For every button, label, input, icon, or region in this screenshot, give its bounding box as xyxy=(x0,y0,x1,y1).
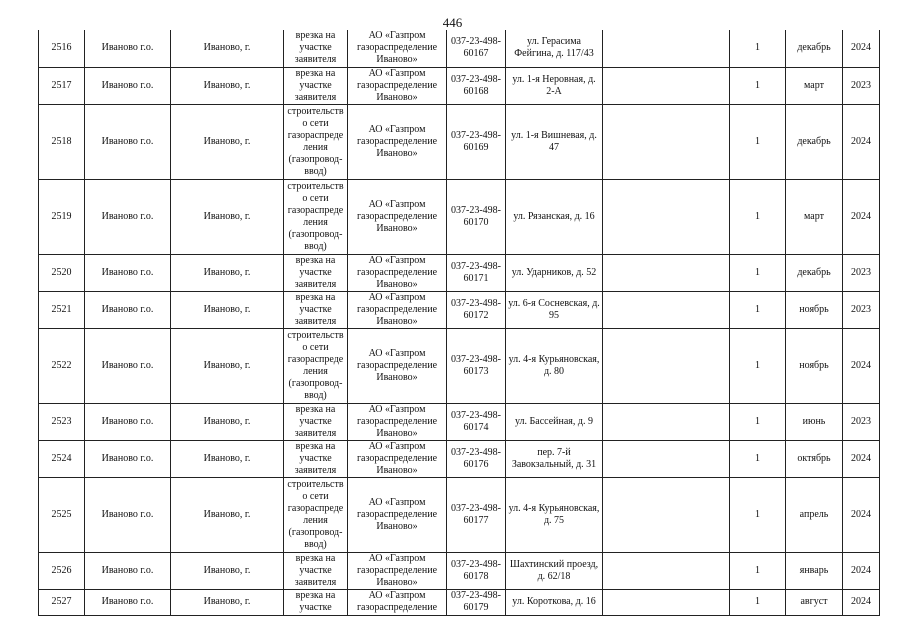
empty-cell xyxy=(603,328,730,403)
address-cell: ул. Герасима Фейгина, д. 117/43 xyxy=(506,30,603,67)
work-type-cell: строительство сети газораспределения (газопровод-ввод) xyxy=(284,179,348,254)
address-cell: пер. 7-й Завокзальный, д. 31 xyxy=(506,440,603,477)
work-type-cell: строительство сети газораспределения (газопровод-ввод) xyxy=(284,328,348,403)
quantity-cell: 1 xyxy=(730,67,786,104)
application-code-cell: 037-23-498-60168 xyxy=(447,67,506,104)
row-number: 2527 xyxy=(39,589,85,615)
district-cell: Иваново г.о. xyxy=(85,291,171,328)
row-number: 2516 xyxy=(39,30,85,67)
empty-cell xyxy=(603,291,730,328)
work-type-cell: строительство сети газораспределения (газопровод-ввод) xyxy=(284,104,348,179)
district-cell: Иваново г.о. xyxy=(85,403,171,440)
settlement-cell: Иваново, г. xyxy=(171,328,284,403)
month-cell: ноябрь xyxy=(786,291,843,328)
work-type-cell: врезка на участке заявителя xyxy=(284,552,348,589)
organization-cell: АО «Газпром газораспределение Иваново» xyxy=(348,440,447,477)
address-cell: ул. 6-я Сосневская, д. 95 xyxy=(506,291,603,328)
district-cell: Иваново г.о. xyxy=(85,328,171,403)
work-type-cell: врезка на участке заявителя xyxy=(284,67,348,104)
settlement-cell: Иваново, г. xyxy=(171,67,284,104)
year-cell: 2024 xyxy=(843,328,880,403)
empty-cell xyxy=(603,552,730,589)
empty-cell xyxy=(603,104,730,179)
table-row xyxy=(39,440,880,477)
month-cell: октябрь xyxy=(786,440,843,477)
work-type-cell: строительство сети газораспределения (газопровод-ввод) xyxy=(284,477,348,552)
month-cell: июнь xyxy=(786,403,843,440)
quantity-cell: 1 xyxy=(730,552,786,589)
table-row xyxy=(39,328,880,403)
table-row xyxy=(39,552,880,589)
quantity-cell: 1 xyxy=(730,328,786,403)
settlement-cell: Иваново, г. xyxy=(171,291,284,328)
year-cell: 2023 xyxy=(843,254,880,291)
settlement-cell: Иваново, г. xyxy=(171,104,284,179)
table-row xyxy=(39,30,880,67)
empty-cell xyxy=(603,440,730,477)
organization-cell: АО «Газпром газораспределение Иваново» xyxy=(348,403,447,440)
address-cell: Шахтинский проезд, д. 62/18 xyxy=(506,552,603,589)
page-number: 446 xyxy=(442,15,463,30)
application-code-cell: 037-23-498-60171 xyxy=(447,254,506,291)
table-row xyxy=(39,67,880,104)
quantity-cell: 1 xyxy=(730,477,786,552)
quantity-cell: 1 xyxy=(730,179,786,254)
quantity-cell: 1 xyxy=(730,589,786,615)
month-cell: декабрь xyxy=(786,254,843,291)
quantity-cell: 1 xyxy=(730,30,786,67)
year-cell: 2024 xyxy=(843,477,880,552)
work-type-cell: врезка на участке заявителя xyxy=(284,291,348,328)
work-type-cell: врезка на участке заявителя xyxy=(284,403,348,440)
empty-cell xyxy=(603,30,730,67)
table-row xyxy=(39,589,880,615)
work-type-cell: врезка на участке заявителя xyxy=(284,440,348,477)
month-cell: ноябрь xyxy=(786,328,843,403)
address-cell: ул. 4-я Курьяновская, д. 80 xyxy=(506,328,603,403)
district-cell: Иваново г.о. xyxy=(85,440,171,477)
address-cell: ул. 1-я Неровная, д. 2-А xyxy=(506,67,603,104)
quantity-cell: 1 xyxy=(730,254,786,291)
district-cell: Иваново г.о. xyxy=(85,67,171,104)
table-row xyxy=(39,403,880,440)
address-cell: ул. Короткова, д. 16 xyxy=(506,589,603,615)
row-number: 2517 xyxy=(39,67,85,104)
application-code-cell: 037-23-498-60179 xyxy=(447,589,506,615)
empty-cell xyxy=(603,477,730,552)
organization-cell: АО «Газпром газораспределение Иваново» xyxy=(348,328,447,403)
organization-cell: АО «Газпром газораспределение Иваново» xyxy=(348,477,447,552)
quantity-cell: 1 xyxy=(730,440,786,477)
work-type-cell: врезка на участке заявителя xyxy=(284,254,348,291)
district-cell: Иваново г.о. xyxy=(85,477,171,552)
address-cell: ул. 4-я Курьяновская, д. 75 xyxy=(506,477,603,552)
district-cell: Иваново г.о. xyxy=(85,254,171,291)
application-code-cell: 037-23-498-60167 xyxy=(447,30,506,67)
organization-cell: АО «Газпром газораспределение Иваново» xyxy=(348,179,447,254)
address-cell: ул. Бассейная, д. 9 xyxy=(506,403,603,440)
empty-cell xyxy=(603,179,730,254)
settlement-cell: Иваново, г. xyxy=(171,30,284,67)
organization-cell: АО «Газпром газораспределение Иваново» xyxy=(348,291,447,328)
application-code-cell: 037-23-498-60177 xyxy=(447,477,506,552)
settlement-cell: Иваново, г. xyxy=(171,440,284,477)
month-cell: март xyxy=(786,179,843,254)
table-row xyxy=(39,477,880,552)
year-cell: 2024 xyxy=(843,179,880,254)
year-cell: 2024 xyxy=(843,30,880,67)
month-cell: март xyxy=(786,67,843,104)
settlement-cell: Иваново, г. xyxy=(171,477,284,552)
district-cell: Иваново г.о. xyxy=(85,104,171,179)
organization-cell: АО «Газпром газораспределение Иваново» xyxy=(348,67,447,104)
district-cell: Иваново г.о. xyxy=(85,30,171,67)
address-cell: ул. Ударников, д. 52 xyxy=(506,254,603,291)
settlement-cell: Иваново, г. xyxy=(171,589,284,615)
quantity-cell: 1 xyxy=(730,291,786,328)
district-cell: Иваново г.о. xyxy=(85,552,171,589)
year-cell: 2023 xyxy=(843,403,880,440)
row-number: 2525 xyxy=(39,477,85,552)
row-number: 2519 xyxy=(39,179,85,254)
month-cell: август xyxy=(786,589,843,615)
quantity-cell: 1 xyxy=(730,104,786,179)
row-number: 2522 xyxy=(39,328,85,403)
district-cell: Иваново г.о. xyxy=(85,179,171,254)
row-number: 2521 xyxy=(39,291,85,328)
work-type-cell: врезка на участке xyxy=(284,589,348,615)
application-code-cell: 037-23-498-60172 xyxy=(447,291,506,328)
settlement-cell: Иваново, г. xyxy=(171,403,284,440)
row-number: 2526 xyxy=(39,552,85,589)
application-code-cell: 037-23-498-60169 xyxy=(447,104,506,179)
organization-cell: АО «Газпром газораспределение Иваново» xyxy=(348,254,447,291)
empty-cell xyxy=(603,67,730,104)
month-cell: декабрь xyxy=(786,104,843,179)
table-row xyxy=(39,291,880,328)
organization-cell: АО «Газпром газораспределение Иваново» xyxy=(348,30,447,67)
address-cell: ул. 1-я Вишневая, д. 47 xyxy=(506,104,603,179)
empty-cell xyxy=(603,254,730,291)
settlement-cell: Иваново, г. xyxy=(171,254,284,291)
register-table xyxy=(38,30,880,616)
row-number: 2524 xyxy=(39,440,85,477)
row-number: 2518 xyxy=(39,104,85,179)
application-code-cell: 037-23-498-60178 xyxy=(447,552,506,589)
month-cell: апрель xyxy=(786,477,843,552)
application-code-cell: 037-23-498-60173 xyxy=(447,328,506,403)
table-row xyxy=(39,254,880,291)
year-cell: 2023 xyxy=(843,67,880,104)
year-cell: 2024 xyxy=(843,589,880,615)
quantity-cell: 1 xyxy=(730,403,786,440)
year-cell: 2023 xyxy=(843,291,880,328)
month-cell: январь xyxy=(786,552,843,589)
settlement-cell: Иваново, г. xyxy=(171,179,284,254)
empty-cell xyxy=(603,403,730,440)
application-code-cell: 037-23-498-60170 xyxy=(447,179,506,254)
organization-cell: АО «Газпром газораспределение Иваново» xyxy=(348,104,447,179)
row-number: 2523 xyxy=(39,403,85,440)
table-row xyxy=(39,179,880,254)
application-code-cell: 037-23-498-60174 xyxy=(447,403,506,440)
year-cell: 2024 xyxy=(843,104,880,179)
organization-cell: АО «Газпром газораспределение Иваново» xyxy=(348,552,447,589)
year-cell: 2024 xyxy=(843,440,880,477)
year-cell: 2024 xyxy=(843,552,880,589)
table-row xyxy=(39,104,880,179)
organization-cell: АО «Газпром газораспределение xyxy=(348,589,447,615)
address-cell: ул. Рязанская, д. 16 xyxy=(506,179,603,254)
empty-cell xyxy=(603,589,730,615)
settlement-cell: Иваново, г. xyxy=(171,552,284,589)
month-cell: декабрь xyxy=(786,30,843,67)
district-cell: Иваново г.о. xyxy=(85,589,171,615)
application-code-cell: 037-23-498-60176 xyxy=(447,440,506,477)
row-number: 2520 xyxy=(39,254,85,291)
table-body xyxy=(39,30,880,615)
work-type-cell: врезка на участке заявителя xyxy=(284,30,348,67)
